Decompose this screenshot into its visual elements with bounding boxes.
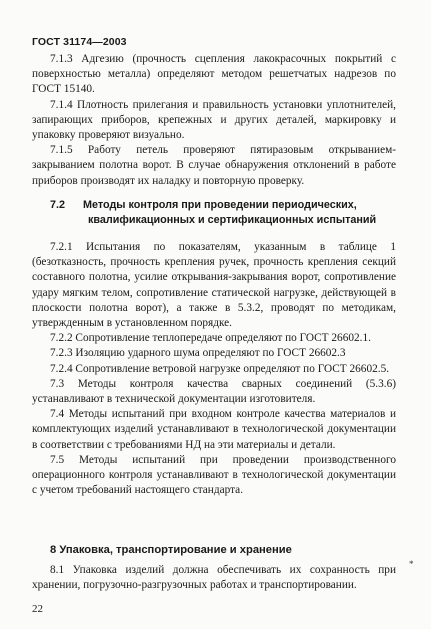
section-title-line1: Методы контроля при проведении периодических, xyxy=(83,199,357,211)
page-header: ГОСТ 31174—2003 xyxy=(32,36,127,48)
section-title-line2: квалификационных и сертификационных испытаний xyxy=(88,214,377,226)
paragraph-7-3: 7.3 Методы контроля качества сварных соединений (5.3.6) устанавливают в технической документации изготовителя. xyxy=(32,377,396,406)
text-block-7-1 xyxy=(32,52,396,189)
paragraph-7-4: 7.4 Методы испытаний при входном контроле качества материалов и комплектующих изделий устанавливают в технологической документации в соответствии с требованиями НД на эти материалы и детали. xyxy=(32,408,396,451)
paragraph-7-1-5: 7.1.5 Работу петель проверяют пятиразовым открыванием-закрыванием полотна ворот. В случае обнаружения отклонений в работе приборов производят их наладку и повторную проверку. xyxy=(32,144,396,187)
paragraph-8-1: 8.1 Упаковка изделий должна обеспечивать их сохранность при хранении, погрузочно-разгрузочных работах и транспортировании. xyxy=(32,564,396,592)
paragraph-7-5: 7.5 Методы испытаний при проведении производственного операционного контроля устанавливают в технологической документации с учетом требований настоящего стандарта. xyxy=(32,453,396,497)
text-block-7-2 xyxy=(32,240,396,498)
paragraph-7-1-3: 7.1.3 Адгезию (прочность сцепления лакокрасочных покрытий с поверхностью металла) определяют методом решетчатых надрезов по ГОСТ 15140. xyxy=(32,53,396,96)
page-number: 22 xyxy=(32,603,43,615)
paragraph-7-2-3: 7.2.3 Изоляцию ударного шума определяют по ГОСТ 26602.3 xyxy=(50,347,346,360)
paragraph-7-2-1: 7.2.1 Испытания по показателям, указанным в таблице 1 (безотказность, прочность крепления ручек, прочность крепления секций составного полотна, усилие открывания-закрывания ворот, сопротивление удару мягким телом, сопротивление статической нагрузке, действующей в плоскости полотна ворот), а также в 5.3.2, проводят по методикам, утвержденным в установленном порядке. xyxy=(32,241,396,330)
paragraph-7-2-4: 7.2.4 Сопротивление ветровой нагрузке определяют по ГОСТ 26602.5. xyxy=(50,362,390,375)
margin-mark: * xyxy=(409,559,414,569)
paragraph-7-2-2: 7.2.2 Сопротивление теплопередаче определяют по ГОСТ 26602.1. xyxy=(50,332,371,345)
section-heading-7-2 xyxy=(32,198,396,228)
section-number: 7.2 xyxy=(50,199,66,211)
paragraph-7-1-4: 7.1.4 Плотность прилегания и правильность установки уплотнителей, запирающих приборов, крепежных и других деталей, маркировку и упаковку проверяют визуально. xyxy=(32,98,396,142)
section-heading-8: 8 Упаковка, транспортирование и хранение xyxy=(50,544,292,556)
text-block-8 xyxy=(32,563,396,593)
